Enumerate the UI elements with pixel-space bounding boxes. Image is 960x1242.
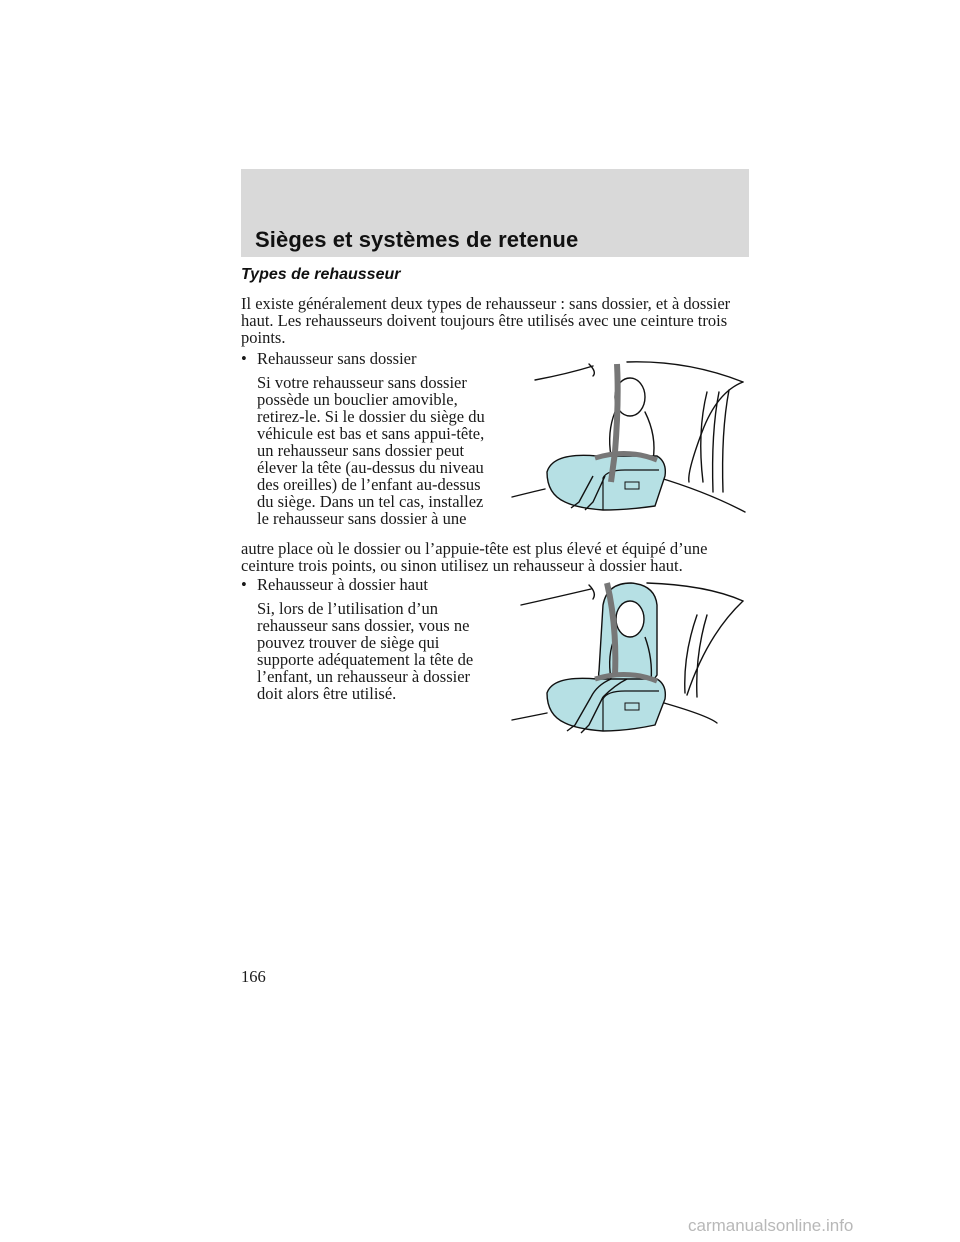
- page-number: 166: [241, 967, 266, 986]
- backless-booster-illustration: [507, 352, 757, 527]
- bullet-marker: •: [241, 575, 247, 594]
- page-title: Sièges et systèmes de retenue: [255, 227, 579, 252]
- header-band: [241, 169, 749, 257]
- bullet-paragraph: Si, lors de l’utilisation d’un rehausseur sans dossier, vous ne pouvez trouver de siège qui supporte adéquatement la tête de l’enfant, un rehausseur à dossier doit alors être utilisé.: [257, 599, 474, 703]
- bullet-marker: •: [241, 349, 247, 368]
- bullet-paragraph: Si votre rehausseur sans dossier possède un bouclier amovible, retirez-le. Si le dossier du siège du véhicule est bas et sans appui-tête, un rehausseur sans dossier peut élever la tête (au-dessus du niveau des oreilles) de l’enfant au-dessus du siège. Dans un tel cas, installez le rehausseur sans dossier à une: [257, 373, 485, 528]
- bullet-label: Rehausseur sans dossier: [257, 349, 417, 368]
- highback-booster-illustration: [507, 575, 757, 745]
- bullet-paragraph-continued: autre place où le dossier ou l’appuie-tête est plus élevé et équipé d’une ceinture trois points, ou sinon utilisez un rehausseur à dossier haut.: [241, 539, 708, 575]
- section-heading: Types de rehausseur: [241, 266, 401, 283]
- watermark: carmanualsonline.info: [688, 1216, 854, 1235]
- intro-paragraph: Il existe généralement deux types de rehausseur : sans dossier, et à dossier haut. Les rehausseurs doivent toujours être utilisés avec une ceinture trois points.: [241, 294, 731, 347]
- bullet-label: Rehausseur à dossier haut: [257, 575, 428, 594]
